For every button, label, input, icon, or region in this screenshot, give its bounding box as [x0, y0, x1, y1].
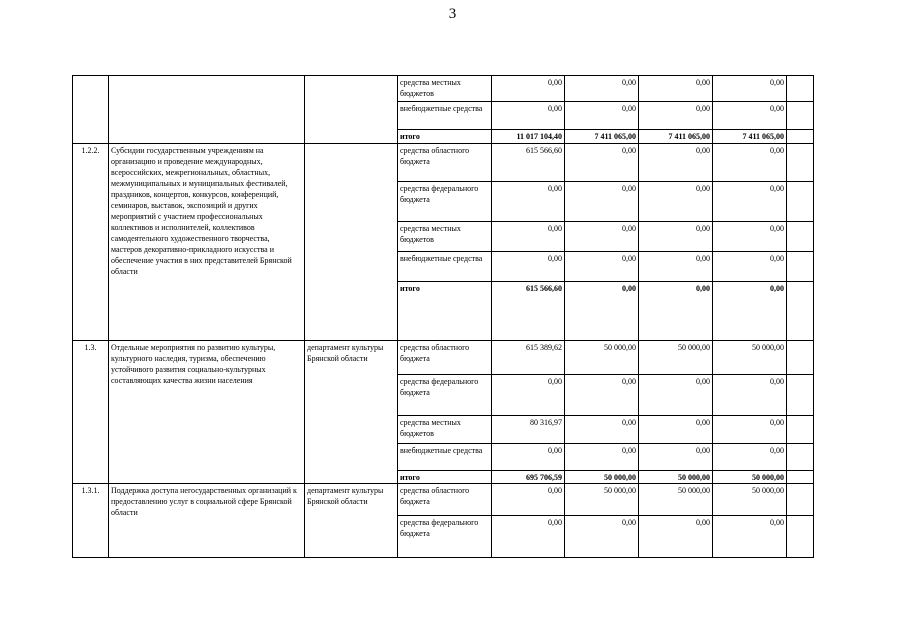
section-department [305, 144, 398, 341]
funding-source-cell: средства федерального бюджета [398, 375, 492, 416]
amount-cell: 0,00 [639, 76, 713, 102]
funding-source-cell: средства федерального бюджета [398, 182, 492, 222]
amount-cell: 0,00 [565, 144, 639, 182]
empty-cell [787, 282, 814, 341]
funding-source-cell: средства областного бюджета [398, 341, 492, 375]
funding-source-cell: средства местных бюджетов [398, 76, 492, 102]
amount-cell: 615 389,62 [492, 341, 565, 375]
amount-cell: 695 706,59 [492, 471, 565, 484]
amount-cell: 7 411 065,00 [713, 130, 787, 144]
amount-cell: 615 566,60 [492, 282, 565, 341]
amount-cell: 0,00 [492, 222, 565, 252]
table-body [73, 76, 814, 558]
amount-cell: 0,00 [639, 375, 713, 416]
empty-cell [787, 341, 814, 375]
amount-cell: 0,00 [565, 282, 639, 341]
empty-cell [787, 444, 814, 471]
funding-source-cell: средства областного бюджета [398, 144, 492, 182]
amount-cell: 0,00 [492, 102, 565, 130]
amount-cell: 0,00 [492, 516, 565, 558]
empty-cell [787, 484, 814, 516]
empty-cell [787, 416, 814, 444]
empty-cell [787, 182, 814, 222]
amount-cell: 0,00 [713, 76, 787, 102]
table-row [73, 341, 814, 375]
amount-cell: 0,00 [565, 182, 639, 222]
section-number: 1.3.1. [73, 484, 109, 558]
section-description: Субсидии государственным учреждениям на организацию и проведение международных, всероссийских, межрегиональных, областных, межмуниципальных и муниципальных фестивалей, праздников, концертов, конкурсов, конференций, семинаров, выставок, экспозиций и других мероприятий с участием профессиональных коллективов и исполнителей, коллективов самодеятельного художественного творчества, мастеров декоративно-прикладного искусства и обеспечение участия в них представителей Брянской области [109, 144, 305, 341]
amount-cell: 615 566,60 [492, 144, 565, 182]
amount-cell: 50 000,00 [565, 484, 639, 516]
page-number: 3 [448, 6, 457, 22]
empty-cell [787, 516, 814, 558]
amount-cell: 0,00 [639, 516, 713, 558]
amount-cell: 80 316,97 [492, 416, 565, 444]
amount-cell: 0,00 [713, 252, 787, 282]
funding-source-cell: внебюджетные средства [398, 444, 492, 471]
department-cell [305, 76, 398, 144]
amount-cell: 0,00 [492, 444, 565, 471]
empty-cell [787, 375, 814, 416]
empty-cell [787, 252, 814, 282]
amount-cell: 50 000,00 [713, 341, 787, 375]
amount-cell: 0,00 [713, 516, 787, 558]
amount-cell: 0,00 [492, 182, 565, 222]
funding-source-cell: итого [398, 130, 492, 144]
amount-cell: 0,00 [492, 484, 565, 516]
amount-cell: 50 000,00 [565, 471, 639, 484]
amount-cell: 0,00 [713, 282, 787, 341]
amount-cell: 0,00 [565, 416, 639, 444]
empty-cell [787, 144, 814, 182]
funding-source-cell: внебюджетные средства [398, 252, 492, 282]
amount-cell: 0,00 [639, 182, 713, 222]
amount-cell: 0,00 [565, 252, 639, 282]
section-description: Поддержка доступа негосударственных организаций к предоставлению услуг в социальной сфере Брянской области [109, 484, 305, 558]
amount-cell: 0,00 [492, 76, 565, 102]
funding-source-cell: итого [398, 471, 492, 484]
description-cell [109, 76, 305, 144]
amount-cell: 50 000,00 [639, 471, 713, 484]
amount-cell: 50 000,00 [713, 484, 787, 516]
amount-cell: 0,00 [639, 282, 713, 341]
budget-table [72, 75, 814, 558]
amount-cell: 0,00 [639, 144, 713, 182]
amount-cell: 0,00 [639, 222, 713, 252]
amount-cell: 0,00 [713, 144, 787, 182]
empty-cell [787, 76, 814, 102]
empty-cell [787, 222, 814, 252]
empty-cell [787, 130, 814, 144]
amount-cell: 0,00 [713, 416, 787, 444]
section-department: департамент культуры Брянской области [305, 341, 398, 484]
amount-cell: 50 000,00 [565, 341, 639, 375]
amount-cell: 0,00 [639, 444, 713, 471]
amount-cell: 0,00 [565, 444, 639, 471]
funding-source-cell: средства местных бюджетов [398, 416, 492, 444]
amount-cell: 11 017 104,40 [492, 130, 565, 144]
amount-cell: 0,00 [713, 375, 787, 416]
amount-cell: 0,00 [639, 252, 713, 282]
funding-source-cell: внебюджетные средства [398, 102, 492, 130]
amount-cell: 0,00 [565, 375, 639, 416]
amount-cell: 0,00 [639, 102, 713, 130]
empty-cell [787, 102, 814, 130]
section-number: 1.2.2. [73, 144, 109, 341]
section-number: 1.3. [73, 341, 109, 484]
amount-cell: 0,00 [565, 516, 639, 558]
funding-source-cell: средства федерального бюджета [398, 516, 492, 558]
amount-cell: 0,00 [713, 182, 787, 222]
amount-cell: 50 000,00 [713, 471, 787, 484]
amount-cell: 0,00 [713, 102, 787, 130]
amount-cell: 0,00 [639, 416, 713, 444]
table-row [73, 484, 814, 516]
funding-source-cell: средства местных бюджетов [398, 222, 492, 252]
funding-source-cell: итого [398, 282, 492, 341]
amount-cell: 0,00 [492, 252, 565, 282]
amount-cell: 0,00 [565, 222, 639, 252]
amount-cell: 0,00 [492, 375, 565, 416]
amount-cell: 0,00 [713, 222, 787, 252]
empty-cell [787, 471, 814, 484]
section-description: Отдельные мероприятия по развитию культуры, культурного наследия, туризма, обеспечению устойчивого развития социально-культурных составляющих качества жизни населения [109, 341, 305, 484]
amount-cell: 50 000,00 [639, 484, 713, 516]
amount-cell: 7 411 065,00 [639, 130, 713, 144]
amount-cell: 7 411 065,00 [565, 130, 639, 144]
amount-cell: 0,00 [565, 102, 639, 130]
amount-cell: 50 000,00 [639, 341, 713, 375]
number-cell [73, 76, 109, 144]
amount-cell: 0,00 [565, 76, 639, 102]
table-row [73, 144, 814, 182]
amount-cell: 0,00 [713, 444, 787, 471]
funding-source-cell: средства областного бюджета [398, 484, 492, 516]
section-department: департамент культуры Брянской области [305, 484, 398, 558]
table-row [73, 76, 814, 102]
